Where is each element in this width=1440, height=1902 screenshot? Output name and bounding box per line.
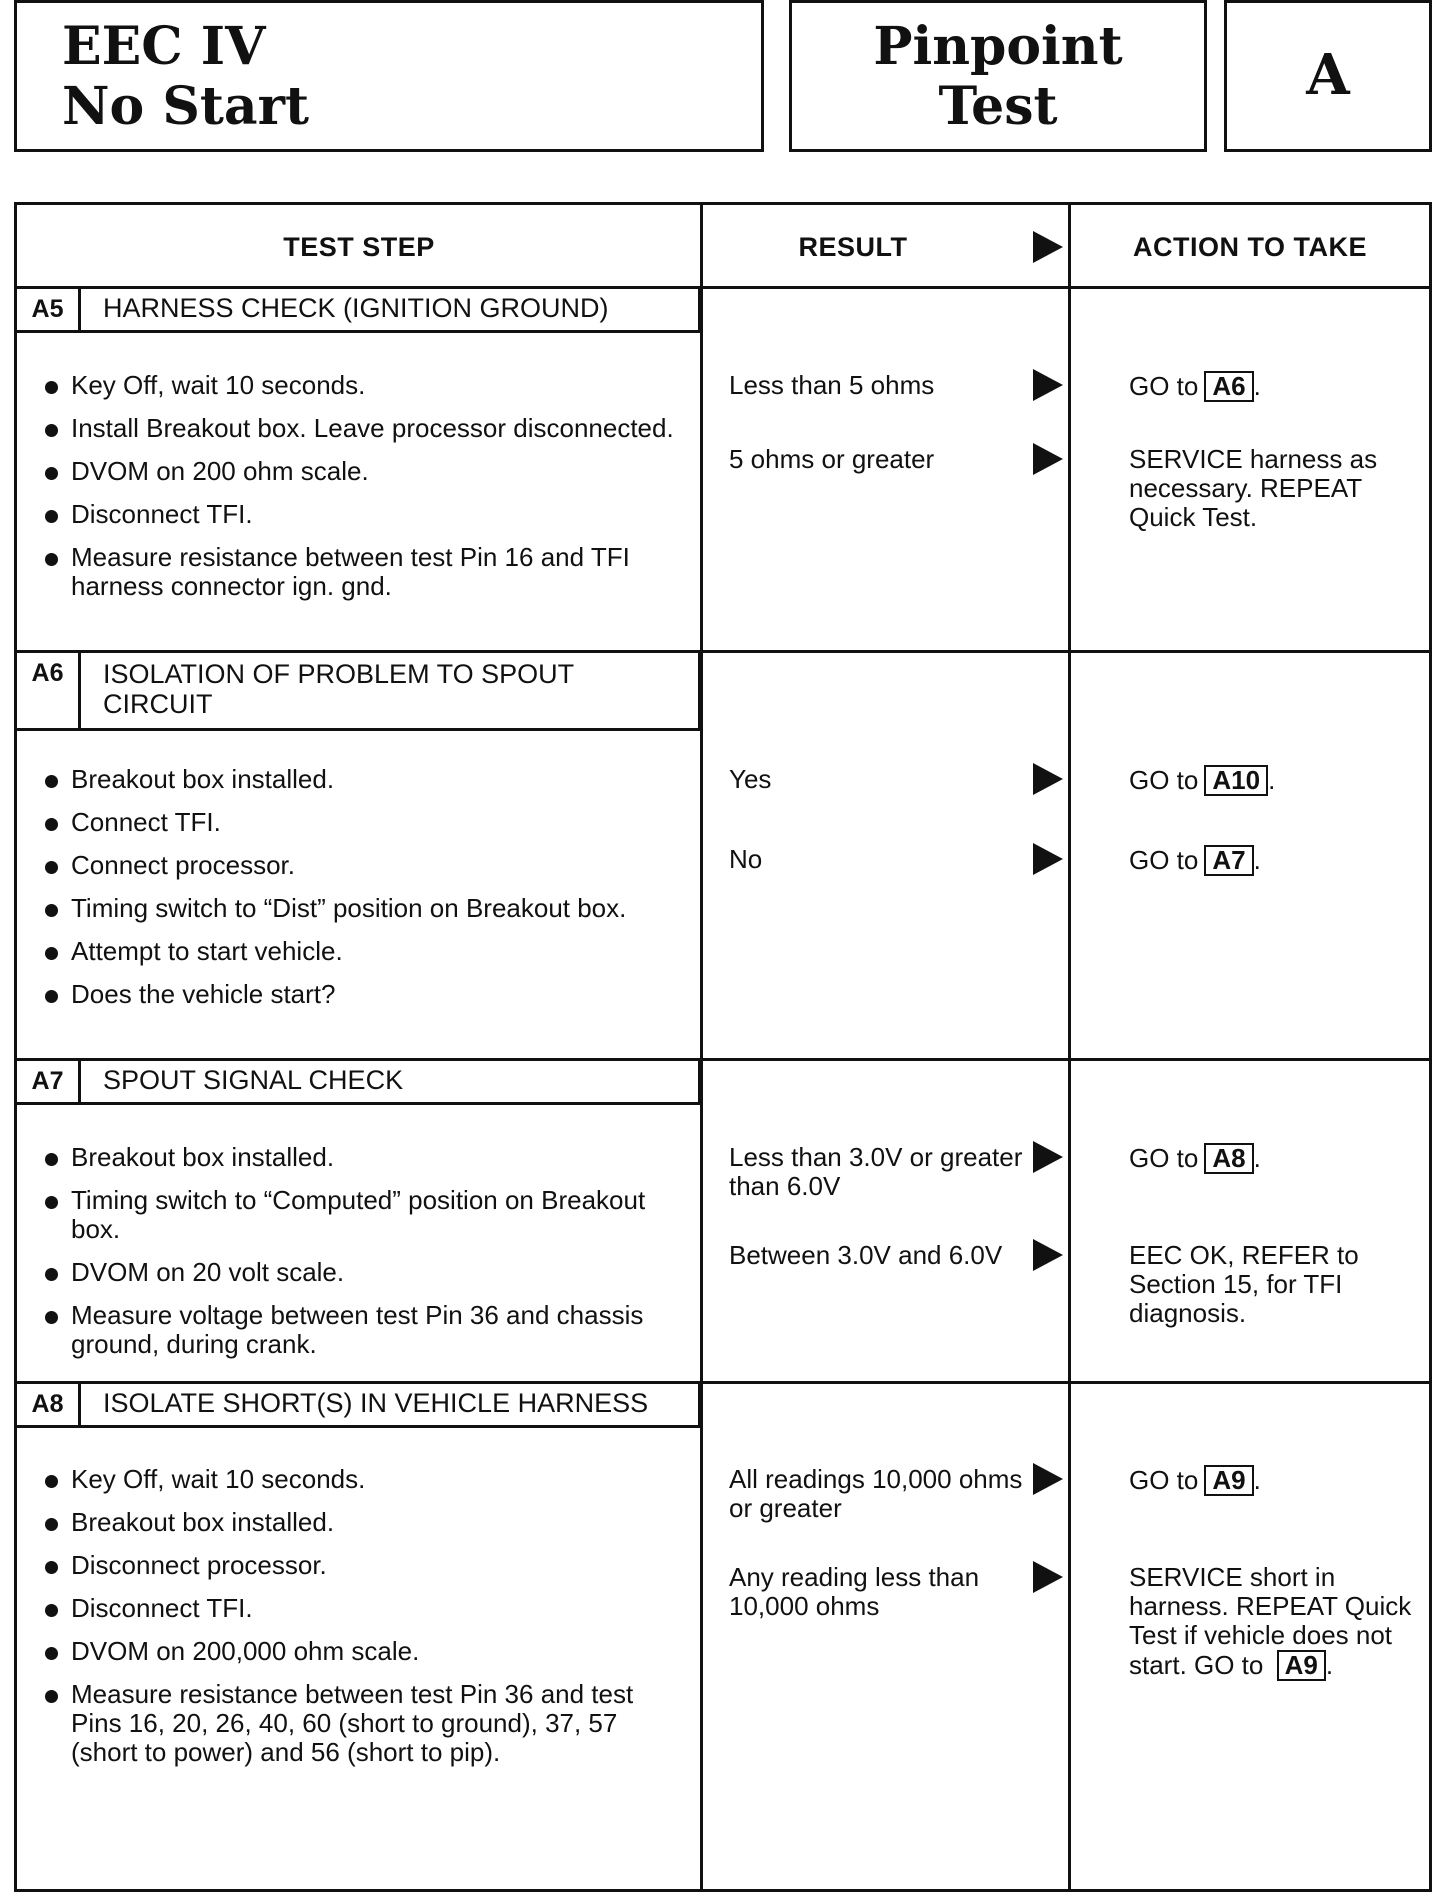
- test-letter: A: [1306, 42, 1350, 108]
- step-bullets: [39, 371, 689, 601]
- pinpoint-test-box: [789, 0, 1207, 152]
- step-reference: A9: [1277, 1650, 1326, 1681]
- action-text: [1129, 845, 1419, 876]
- bullet-item: Breakout box installed.: [39, 1508, 689, 1537]
- column-divider: [700, 205, 703, 1889]
- arrow-icon: [1033, 1463, 1063, 1495]
- arrow-icon: [1033, 763, 1063, 795]
- step-bullets: [39, 1143, 689, 1359]
- step-bullets: [39, 765, 689, 1009]
- step-id: A5: [17, 289, 81, 330]
- result-text: No: [729, 844, 763, 874]
- step-title: HARNESS CHECK (IGNITION GROUND): [103, 293, 609, 323]
- column-header-action: ACTION TO TAKE: [1133, 231, 1367, 262]
- step-reference: A8: [1204, 1143, 1253, 1174]
- arrow-icon: [1033, 1561, 1063, 1593]
- step-id: A8: [17, 1384, 81, 1425]
- step-reference: A6: [1204, 371, 1253, 402]
- step-header: [17, 289, 701, 333]
- bullet-item: Disconnect processor.: [39, 1551, 689, 1580]
- step-title: ISOLATE SHORT(S) IN VEHICLE HARNESS: [103, 1388, 649, 1418]
- bullet-item: DVOM on 20 volt scale.: [39, 1258, 689, 1287]
- step-header: [17, 653, 701, 731]
- step-reference: A7: [1204, 845, 1253, 876]
- action-label: GO to: [1129, 371, 1199, 401]
- bullet-item: Attempt to start vehicle.: [39, 937, 689, 966]
- bullet-item: Timing switch to “Dist” position on Breakout box.: [39, 894, 689, 923]
- result-text: All readings 10,000 ohms or greater: [729, 1464, 1023, 1523]
- action-text: [1129, 371, 1419, 402]
- bullet-item: DVOM on 200,000 ohm scale.: [39, 1637, 689, 1666]
- action-label: GO to: [1129, 765, 1199, 795]
- bullet-item: Connect TFI.: [39, 808, 689, 837]
- action-text: SERVICE harness as necessary. REPEAT Quick Test.: [1129, 444, 1378, 532]
- action-period: .: [1253, 1465, 1261, 1495]
- bullet-item: DVOM on 200 ohm scale.: [39, 457, 689, 486]
- arrow-icon: [1033, 1239, 1063, 1271]
- bullet-item: Breakout box installed.: [39, 1143, 689, 1172]
- action-period: .: [1253, 371, 1261, 401]
- title-line-1: EEC IV: [62, 16, 266, 77]
- step-header: [17, 1384, 701, 1428]
- action-period: .: [1253, 845, 1261, 875]
- action-text: [1129, 1563, 1419, 1681]
- result-text: Any reading less than 10,000 ohms: [729, 1562, 980, 1621]
- bullet-item: Key Off, wait 10 seconds.: [39, 1465, 689, 1494]
- action-text: [1129, 765, 1419, 796]
- action-period: .: [1268, 765, 1276, 795]
- action-label: GO to: [1129, 1465, 1199, 1495]
- column-header-result: RESULT: [798, 231, 908, 262]
- step-id: A6: [17, 653, 81, 728]
- column-divider: [1068, 205, 1071, 1889]
- bullet-item: Measure resistance between test Pin 16 and TFI harness connector ign. gnd.: [39, 543, 689, 601]
- action-label: SERVICE short in harness. REPEAT Quick Test if vehicle does not start. GO to: [1129, 1562, 1412, 1680]
- bullet-item: Measure voltage between test Pin 36 and chassis ground, during crank.: [39, 1301, 689, 1359]
- result-text: Less than 5 ohms: [729, 370, 935, 400]
- arrow-icon: [1033, 843, 1063, 875]
- column-header-test-step: TEST STEP: [283, 231, 435, 262]
- action-label: GO to: [1129, 1143, 1199, 1173]
- step-bullets: [39, 1465, 689, 1767]
- bullet-item: Disconnect TFI.: [39, 1594, 689, 1623]
- bullet-item: Key Off, wait 10 seconds.: [39, 371, 689, 400]
- step-header: [17, 1061, 701, 1105]
- pinpoint-table: [14, 202, 1432, 1892]
- result-text: 5 ohms or greater: [729, 444, 935, 474]
- arrow-icon: [1033, 1141, 1063, 1173]
- pinpoint-label: Pinpoint: [873, 16, 1123, 77]
- bullet-item: Install Breakout box. Leave processor disconnected.: [39, 414, 689, 443]
- action-text: [1129, 1143, 1419, 1174]
- bullet-item: Disconnect TFI.: [39, 500, 689, 529]
- result-text: Yes: [729, 764, 772, 794]
- title-box: [14, 0, 764, 152]
- test-label: Test: [938, 76, 1058, 137]
- bullet-item: Connect processor.: [39, 851, 689, 880]
- title-line-2: No Start: [62, 76, 309, 137]
- bullet-item: Timing switch to “Computed” position on Breakout box.: [39, 1186, 689, 1244]
- action-period: .: [1325, 1650, 1334, 1680]
- arrow-icon: [1033, 231, 1063, 263]
- result-text: Between 3.0V and 6.0V: [729, 1240, 1003, 1270]
- step-reference: A10: [1204, 765, 1268, 796]
- step-title: SPOUT SIGNAL CHECK: [103, 1065, 404, 1095]
- action-text: [1129, 1465, 1419, 1496]
- bullet-item: Breakout box installed.: [39, 765, 689, 794]
- action-text: EEC OK, REFER to Section 15, for TFI diagnosis.: [1129, 1240, 1359, 1328]
- bullet-item: Measure resistance between test Pin 36 and test Pins 16, 20, 26, 40, 60 (short to ground), 37, 57 (short to power) and 56 (short to pip).: [39, 1680, 689, 1767]
- step-reference: A9: [1204, 1465, 1253, 1496]
- result-text: Less than 3.0V or greater than 6.0V: [729, 1142, 1023, 1201]
- arrow-icon: [1033, 443, 1063, 475]
- step-id: A7: [17, 1061, 81, 1102]
- arrow-icon: [1033, 369, 1063, 401]
- test-letter-box: [1224, 0, 1432, 152]
- step-title: ISOLATION OF PROBLEM TO SPOUT CIRCUIT: [103, 659, 574, 719]
- action-label: GO to: [1129, 845, 1199, 875]
- action-period: .: [1253, 1143, 1261, 1173]
- bullet-item: Does the vehicle start?: [39, 980, 689, 1009]
